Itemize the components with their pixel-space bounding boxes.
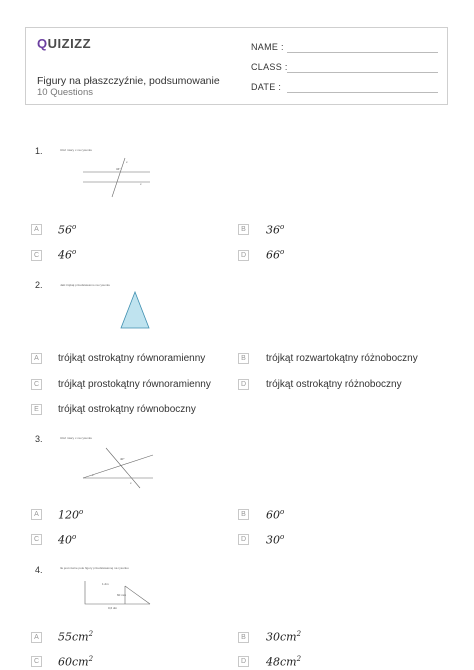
answer-option-b[interactable]: 36$^o$ bbox=[266, 223, 285, 237]
answer-option-c[interactable]: $60cm^2$ bbox=[58, 655, 94, 669]
question-number: 3. bbox=[35, 434, 43, 444]
answer-letter-d[interactable]: D bbox=[238, 250, 249, 261]
answer-letter-b[interactable]: B bbox=[238, 224, 249, 235]
figure-label: 34° bbox=[116, 167, 121, 171]
figure-label: 1 dm bbox=[102, 582, 109, 586]
answer-letter-a[interactable]: A bbox=[31, 353, 42, 364]
answer-letter-d[interactable]: D bbox=[238, 656, 249, 667]
question-number: 2. bbox=[35, 280, 43, 290]
question-4-figure bbox=[80, 576, 160, 612]
question-text: Jaki trójkąt przedstawiono na rysunku bbox=[60, 283, 111, 287]
answer-letter-a[interactable]: A bbox=[31, 224, 42, 235]
class-field[interactable] bbox=[287, 72, 438, 73]
answer-option-b[interactable]: 60$^o$ bbox=[266, 508, 285, 522]
answer-letter-c[interactable]: C bbox=[31, 656, 42, 667]
question-text: Ile jest równe pole figury przedstawionej na rysunku bbox=[60, 566, 129, 570]
answer-letter-b[interactable]: B bbox=[238, 632, 249, 643]
answer-letter-c[interactable]: C bbox=[31, 534, 42, 545]
answer-option-d[interactable]: 66$^o$ bbox=[266, 248, 285, 262]
answer-option-c[interactable]: 46$^o$ bbox=[58, 248, 77, 262]
question-number: 1. bbox=[35, 146, 43, 156]
answer-option-d[interactable]: trójkąt ostrokątny różnoboczny bbox=[266, 379, 402, 390]
answer-option-c[interactable]: 40$^o$ bbox=[58, 533, 77, 547]
answer-letter-d[interactable]: D bbox=[238, 534, 249, 545]
question-1-figure bbox=[80, 155, 155, 200]
answer-letter-d[interactable]: D bbox=[238, 379, 249, 390]
answer-option-a[interactable]: 120$^o$ bbox=[58, 508, 84, 522]
figure-label: x bbox=[126, 160, 128, 164]
worksheet-title: Figury na płaszczyźnie, podsumowanie bbox=[37, 75, 220, 87]
answer-letter-a[interactable]: A bbox=[31, 632, 42, 643]
class-label: CLASS : bbox=[251, 62, 288, 72]
answer-option-a[interactable]: 56$^o$ bbox=[58, 223, 77, 237]
figure-label: 40° bbox=[120, 457, 125, 461]
answer-letter-c[interactable]: C bbox=[31, 379, 42, 390]
figure-label: x bbox=[92, 473, 94, 477]
figure-label: 0,6 dm bbox=[108, 606, 118, 610]
date-label: DATE : bbox=[251, 82, 282, 92]
answer-option-b[interactable]: $30cm^2$ bbox=[266, 630, 302, 644]
question-text: Ułóż miary x na rysunku bbox=[60, 148, 93, 152]
date-field[interactable] bbox=[287, 92, 438, 93]
answer-option-b[interactable]: trójkąt rozwartokątny różnoboczny bbox=[266, 353, 418, 364]
answer-letter-c[interactable]: C bbox=[31, 250, 42, 261]
answer-option-c[interactable]: trójkąt prostokątny równoramienny bbox=[58, 379, 211, 390]
answer-option-d[interactable]: $48cm^2$ bbox=[266, 655, 302, 669]
answer-option-a[interactable]: trójkąt ostrokątny równoramienny bbox=[58, 353, 206, 364]
question-count: 10 Questions bbox=[37, 87, 93, 98]
answer-letter-a[interactable]: A bbox=[31, 509, 42, 520]
answer-option-a[interactable]: $55cm^2$ bbox=[58, 630, 94, 644]
isosceles-triangle-figure bbox=[115, 290, 155, 332]
figure-label: x bbox=[140, 182, 142, 186]
figure-label: x bbox=[130, 481, 132, 485]
answer-letter-e[interactable]: E bbox=[31, 404, 42, 415]
question-number: 4. bbox=[35, 565, 43, 575]
figure-label: 60 mm bbox=[117, 593, 127, 597]
question-text: Ułóż miary x na rysunku bbox=[60, 436, 93, 440]
question-3-figure bbox=[78, 443, 158, 491]
answer-option-d[interactable]: 30$^o$ bbox=[266, 533, 285, 547]
name-label: NAME : bbox=[251, 42, 284, 52]
answer-option-e[interactable]: trójkąt ostrokątny równoboczny bbox=[58, 404, 196, 415]
name-field[interactable] bbox=[287, 52, 438, 53]
answer-letter-b[interactable]: B bbox=[238, 509, 249, 520]
quizizz-logo: QUIZIZZ bbox=[37, 36, 92, 51]
answer-letter-b[interactable]: B bbox=[238, 353, 249, 364]
